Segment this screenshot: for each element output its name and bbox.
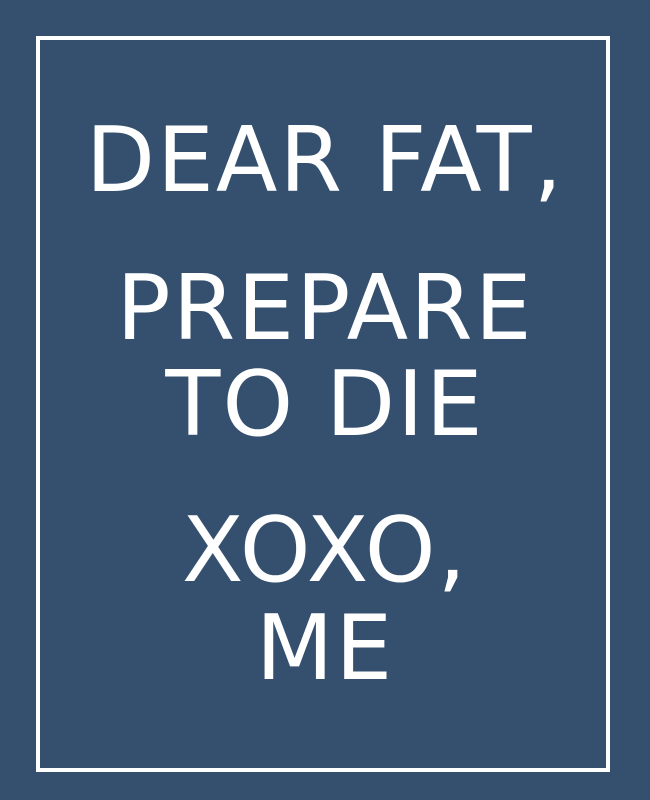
signoff-line-xoxo: XOXO, (181, 498, 469, 603)
signature-line-me: ME (255, 596, 395, 701)
greeting-line: DEAR FAT, (85, 108, 565, 213)
message-line-prepare: PREPARE (116, 256, 534, 361)
message-line-to-die: TO DIE (165, 352, 485, 457)
